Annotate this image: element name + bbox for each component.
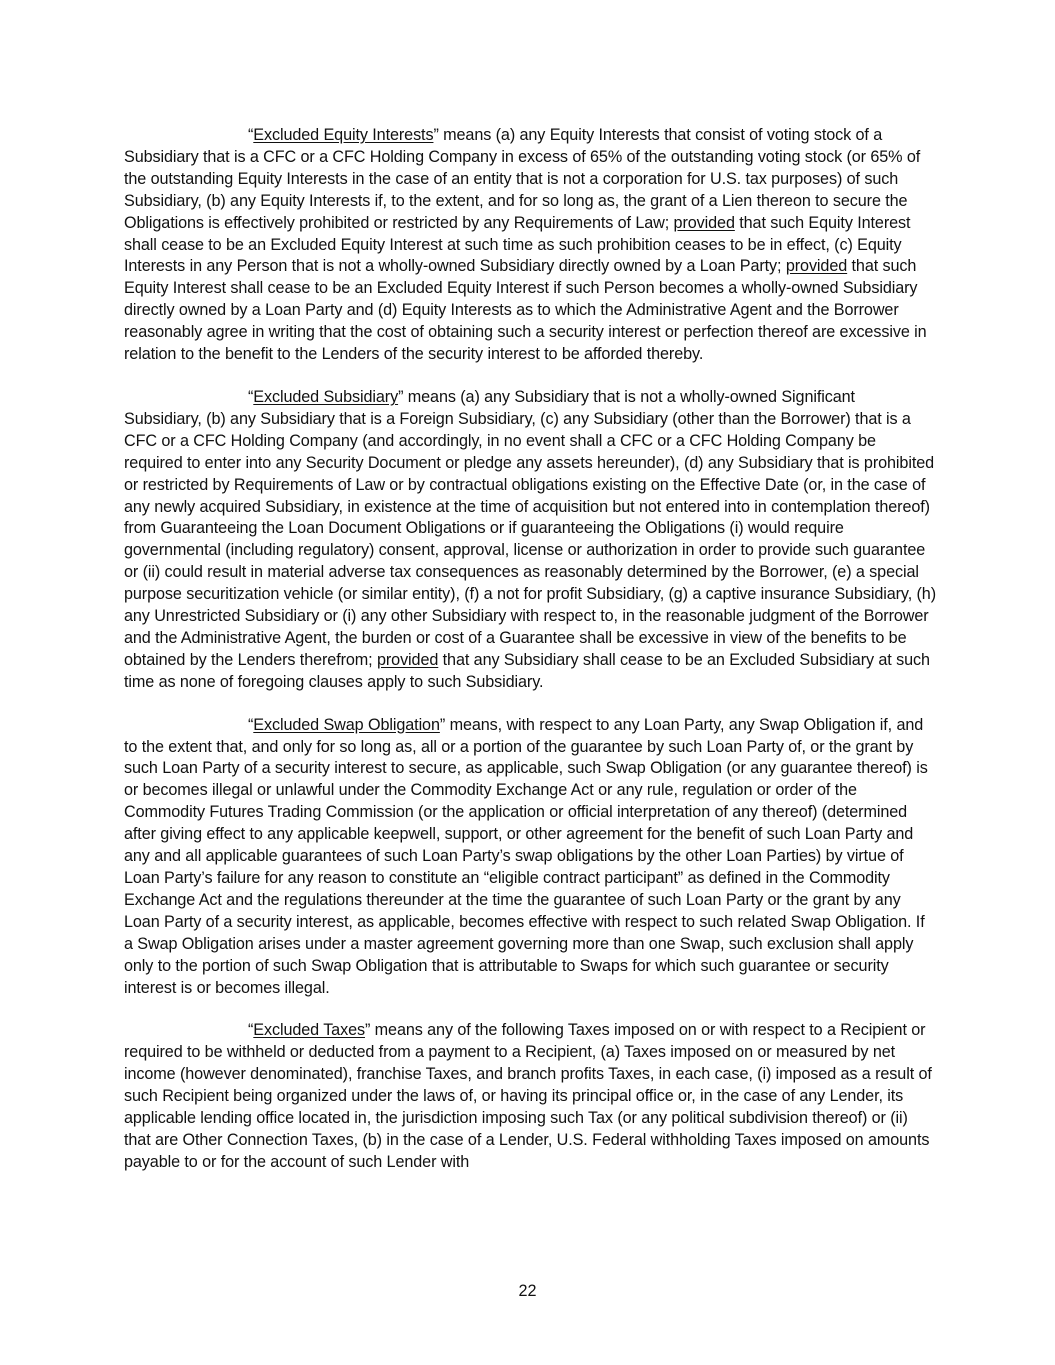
provided-term: provided (376, 650, 439, 669)
definition-text: that such Equity Interest shall cease to be an Excluded Equity Interest at such time as such prohibition ceases to be in effect, (c) Equity Interests in any Person that is not a wholly-owned Subsidiary directly owned by a Loan Party; (124, 213, 911, 276)
definition-text: that such Equity Interest shall cease to be an Excluded Equity Interest if such Person becomes a wholly-owned Subsidiary directly owned by a Loan Party and (d) Equity Interests as to which the Administrative Agent and the Borrower reasonably agree in writing that the cost of obtaining such a security interest or perfection thereof are excessive in relation to the benefit to the Lenders of the security interest to be afforded thereby. (124, 257, 927, 364)
definition-text: ” means (a) any Subsidiary that is not a wholly-owned Significant Subsidiary, (b) any Subsidiary that is a Foreign Subsidiary, (c) any Subsidiary (other than the Borrower) that is a CFC or a CFC Holding Company (and accordingly, in no event shall a CFC or a CFC Holding Company be required to enter into any Security Document or pledge any assets hereunder), (d) any Subsidiary that is prohibited or restricted by Requirements of Law or by contractual obligations existing on the Effective Date (or, in the case of any newly acquired Subsidiary, in existence at the time of acquisition but not entered into in contemplation thereof) from Guaranteeing the Loan Document Obligations or if guaranteeing the Obligations (i) would require governmental (including regulatory) consent, approval, license or authorization in order to provide such guarantee or (ii) could result in material adverse tax consequences as reasonably determined by the Borrower, (e) a special purpose securitization vehicle (or similar entity), (f) a not for profit Subsidiary, (g) a captive insurance Subsidiary, (h) any Unrestricted Subsidiary or (i) any other Subsidiary with respect to, in the reasonable judgment of the Borrower and the Administrative Agent, the burden or cost of a Guarantee shall be excessive in view of the benefits to be obtained by the Lenders therefrom; (124, 387, 936, 669)
definition-excluded-swap-obligation (124, 715, 936, 1000)
defined-term: Excluded Equity Interests (253, 126, 434, 144)
defined-term: Excluded Subsidiary (253, 387, 399, 406)
definition-excluded-taxes (124, 1020, 936, 1173)
definition-text: ” means any of the following Taxes imposed on or with respect to a Recipient or required to be withheld or deducted from a payment to a Recipient, (a) Taxes imposed on or measured by net income (however denominated), franchise Taxes, and branch profits Taxes, in each case, (i) imposed as a result of such Recipient being organized under the laws of, or having its principal office or, in the case of any Lender, its applicable lending office located in, the jurisdiction imposing such Tax (or any political subdivision thereof) or (ii) that are Other Connection Taxes, (b) in the case of a Lender, U.S. Federal withholding Taxes imposed on amounts payable to or for the account of such Lender with (124, 1021, 932, 1171)
definition-text: ” means, with respect to any Loan Party, any Swap Obligation if, and to the extent that, and only for so long as, all or a portion of the guarantee by such Loan Party of, or the grant by such Loan Party of a security interest to secure, as applicable, such Swap Obligation (or any guarantee thereof) is or becomes illegal or unlawful under the Commodity Exchange Act or any rule, regulation or order of the Commodity Futures Trading Commission (or the application or official interpretation of any thereof) (determined after giving effect to any applicable keepwell, support, or other agreement for the benefit of such Loan Party and any and all applicable guarantees of such Loan Party’s swap obligations by the other Loan Parties) by virtue of Loan Party’s failure for any reason to constitute an “eligible contract participant” as defined in the Commodity Exchange Act and the regulations thereunder at the time the guarantee of such Loan Party or the grant by any Loan Party of a security interest, as applicable, becomes effective with respect to such related Swap Obligation. If a Swap Obligation arises under a master agreement governing more than one Swap, such exclusion shall apply only to the portion of such Swap Obligation that is attributable to Swaps for which such guarantee or security interest is or becomes illegal. (124, 715, 928, 997)
open-quote: “ (248, 126, 254, 144)
open-quote: “ (248, 387, 254, 406)
provided-term: provided (785, 257, 848, 276)
provided-term: provided (673, 213, 735, 232)
definition-excluded-subsidiary (124, 387, 936, 694)
defined-term: Excluded Swap Obligation (253, 715, 440, 734)
open-quote: “ (248, 715, 254, 734)
definition-text: that any Subsidiary shall cease to be an Excluded Subsidiary at such time as none of foregoing clauses apply to such Subsidiary. (124, 650, 930, 691)
page-number: 22 (518, 1282, 537, 1300)
open-quote: “ (248, 1021, 254, 1040)
document-page (124, 125, 936, 1195)
defined-term: Excluded Taxes (253, 1021, 365, 1040)
definition-excluded-equity-interests (124, 125, 936, 366)
definition-text: ” means (a) any Equity Interests that consist of voting stock of a Subsidiary that is a CFC or a CFC Holding Company in excess of 65% of the outstanding voting stock (or 65% of the outstanding Equity Interests in the case of an entity that is not a corporation for U.S. tax purposes) of such Subsidiary, (b) any Equity Interests if, to the extent, and for so long as, the grant of a Lien thereon to secure the Obligations is effectively prohibited or restricted by any Requirements of Law; (124, 126, 921, 232)
